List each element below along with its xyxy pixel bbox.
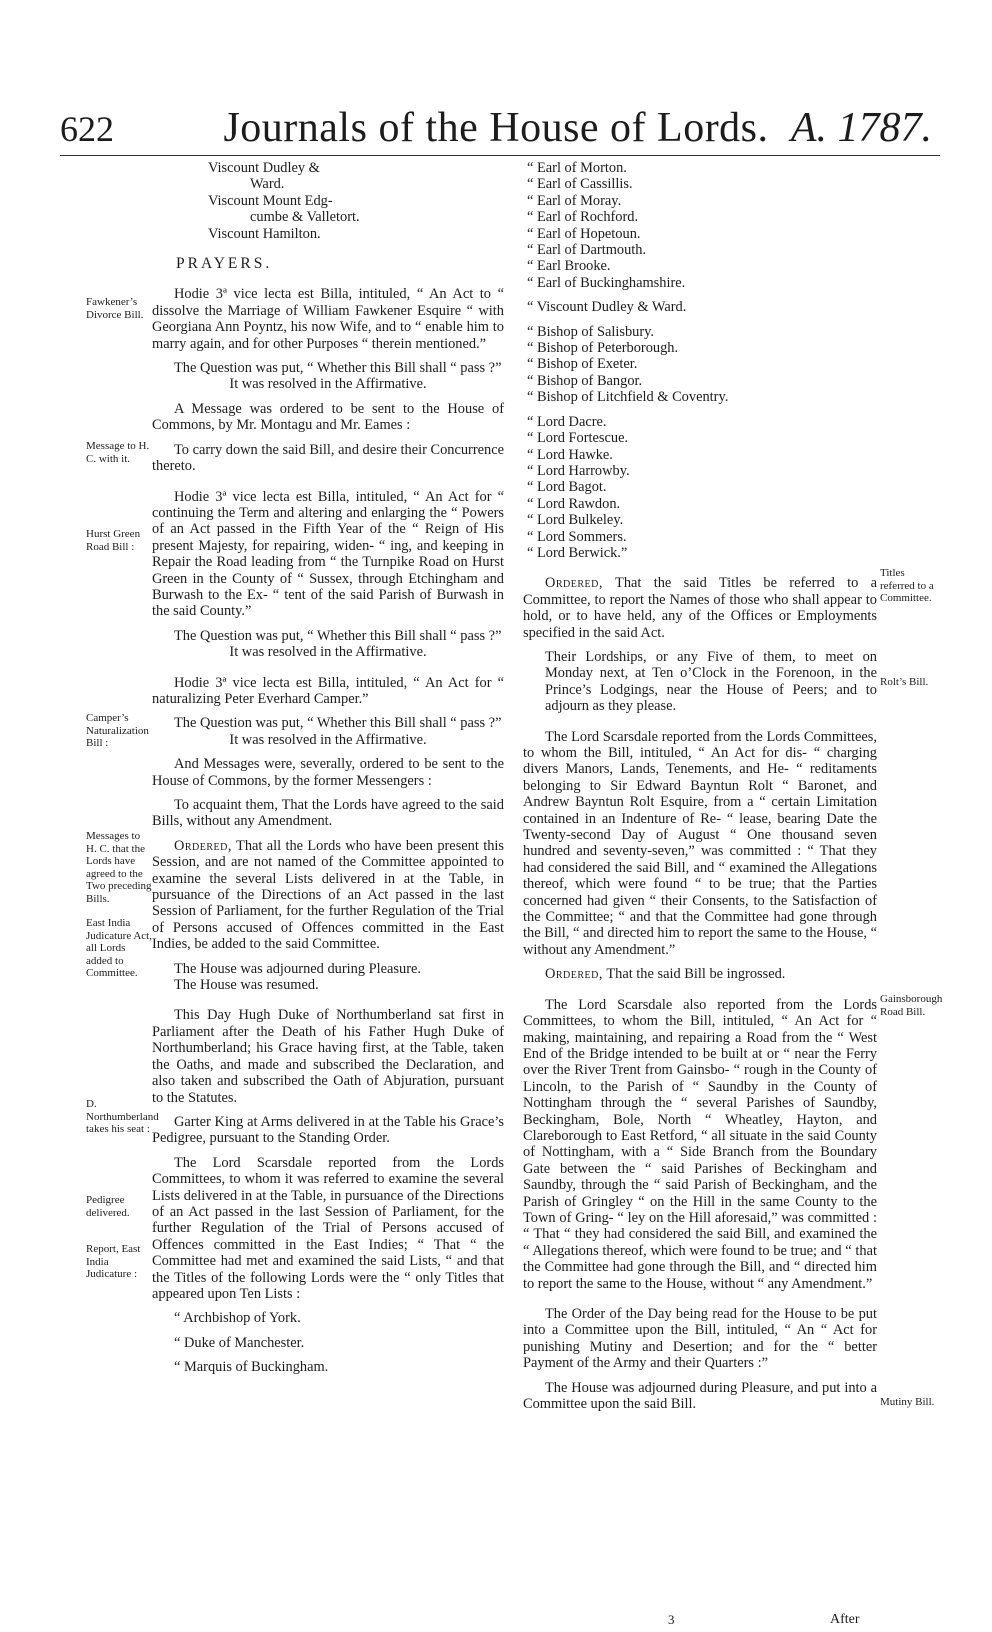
title-list-item: “ Lord Rawdon. xyxy=(527,495,621,512)
peer-line: Viscount Hamilton. xyxy=(208,225,321,242)
acquaint-text: To acquaint them, That the Lords have agreed to the said Bills, without any Amendment. xyxy=(152,797,504,830)
title-list-item: “ Earl of Morton. xyxy=(527,160,627,176)
peer-line: Ward. xyxy=(250,176,285,193)
resolved-text: It was resolved in the Affirmative. xyxy=(229,644,427,661)
ordered-titles-paragraph xyxy=(523,575,877,641)
resolved-text: It was resolved in the Affirmative. xyxy=(229,731,427,748)
margin-note: Mutiny Bill. xyxy=(880,1396,935,1408)
margin-note: Report, East India Judicature : xyxy=(86,1243,141,1281)
ordered-lead: Ordered, xyxy=(545,966,603,983)
gainsborough-report-text: The Lord Scarsdale also reported from the Lords Committees, to whom the Bill, intituled, “ An Act for “ making, maintaining, and repairing a Road from the “ West End of the Bridge intended to be built at or “ near the Ferry over the River Trent from Gainsbo- “ rough in the County of Lincoln, to the Parish of “ Saundby in the County of Nottingham through the “ several Parishes of Saundby, Beckingham, Bole, North “ Wheatley, Hayton, and Clareborough to East Retford, “ all situate in the said County of Nottingham, with a “ Side Branch from the Boundary Gate between the “ said Parishes of Beckingham and Saundby, through the “ said Parish of Beckingham, and the Parish of Gringley “ on the Hill in the same County to the Town of Gring- “ ley on the Hill aforesaid,” was committed : “ That “ they had considered the said Bill, and examined the “ Allegations thereof, which were found to be true; and “ that the Committee had gone through the Bill, and “ directed him to report the same to the House, without “ any Amendment.” xyxy=(523,996,877,1292)
adjourned-text: The House was adjourned during Pleasure. xyxy=(174,960,421,977)
title-list-item: “ Lord Hawke. xyxy=(527,446,613,463)
ordered-east-india-paragraph xyxy=(152,838,504,953)
title-list-item: “ Bishop of Exeter. xyxy=(527,356,638,373)
report-east-india-text: The Lord Scarsdale reported from the Lords Committees, to whom it was referred to examine the several Lists delivered in at the Table, in pursuance of the Directions of an Act passed in the last Session of Parliament, for the further Regulation of the Trial of Persons accused of Offences committed in the East Indies; “ That “ the Committee had met and examined the said Lists, “ and that the Titles of the following Lords were the “ only Titles that appeared upon Ten Lists : xyxy=(152,1154,504,1302)
prayers-heading: PRAYERS. xyxy=(176,255,273,273)
question-text: The Question was put, “ Whether this Bill shall “ pass ?” xyxy=(174,360,502,377)
margin-note: Messages to H. C. that the Lords have agreed to the Two preceding Bills. xyxy=(86,830,152,905)
garter-text: Garter King at Arms delivered in at the Table his Grace’s Pedigree, pursuant to the Standing Order. xyxy=(152,1113,504,1147)
title-list-item: “ Lord Bulkeley. xyxy=(527,512,624,529)
title-list-item: “ Bishop of Litchfield & Coventry. xyxy=(527,389,729,406)
ordered-engrossed-paragraph xyxy=(523,966,877,982)
page-number: 622 xyxy=(60,109,114,149)
fawkener-bill-text: Hodie 3ª vice lecta est Billa, intituled, “ An Act to “ dissolve the Marriage of William Fawkener Esquire “ with Georgiana Ann Poyntz, his now Wife, and to “ enable him to marry again, and for other Purposes “ therein mentioned.” xyxy=(152,286,504,352)
title-list-item: “ Earl of Cassillis. xyxy=(527,176,633,193)
title-list-item: “ Duke of Manchester. xyxy=(174,1334,305,1351)
margin-note: Pedigree delivered. xyxy=(86,1194,130,1219)
title-list-item: “ Earl of Rochford. xyxy=(527,209,639,226)
question-text: The Question was put, “ Whether this Bill shall “ pass ?” xyxy=(174,627,502,644)
title-list-item: “ Bishop of Bangor. xyxy=(527,372,643,389)
page-title: Journals of the House of Lords. xyxy=(223,105,769,151)
title-list-item: “ Earl of Dartmouth. xyxy=(527,242,647,259)
margin-note: D. Northumberland takes his seat : xyxy=(86,1098,159,1136)
signature-mark: 3 xyxy=(668,1612,675,1627)
title-list-item: “ Marquis of Buckingham. xyxy=(174,1359,329,1376)
title-list-item: “ Lord Bagot. xyxy=(527,479,607,496)
margin-note: Hurst Green Road Bill : xyxy=(86,528,141,553)
message-text: A Message was ordered to be sent to the House of Commons, by Mr. Montagu and Mr. Eames : xyxy=(152,400,504,434)
peer-line: Viscount Mount Edg- xyxy=(208,192,333,209)
header-rule xyxy=(60,155,940,156)
title-list-item: “ Lord Sommers. xyxy=(527,528,627,545)
ordered-engrossed-text: That the said Bill be ingrossed. xyxy=(603,966,786,983)
carry-down-text: To carry down the said Bill, and desire their Concurrence thereto. xyxy=(152,441,504,475)
margin-note: Gainsborough Road Bill. xyxy=(880,993,943,1018)
ordered-lead: Ordered, xyxy=(174,837,232,854)
peer-line: Viscount Dudley & xyxy=(208,160,320,176)
title-list-item: “ Lord Berwick.” xyxy=(527,544,628,561)
resumed-text: The House was resumed. xyxy=(174,977,319,994)
margin-note: Message to H. C. with it. xyxy=(86,440,150,465)
camper-bill-text: Hodie 3ª vice lecta est Billa, intituled, “ An Act for “ naturalizing Peter Everhard Camper.” xyxy=(152,674,504,707)
margin-note: Titles referred to a Committee. xyxy=(880,567,934,605)
title-list-item: “ Archbishop of York. xyxy=(174,1310,301,1327)
title-list-item: “ Bishop of Salisbury. xyxy=(527,323,654,340)
title-list-item: “ Earl of Moray. xyxy=(527,192,622,209)
margin-note: Rolt’s Bill. xyxy=(880,676,929,688)
ordered-lead: Ordered, xyxy=(545,575,603,592)
title-list-item: “ Lord Harrowby. xyxy=(527,462,630,479)
margin-note: East India Judicature Act, all Lords added to Committee. xyxy=(86,917,152,980)
margin-note: Fawkener’s Divorce Bill. xyxy=(86,296,144,321)
title-list-item: “ Viscount Dudley & Ward. xyxy=(527,299,687,316)
meet-monday-text: Their Lordships, or any Five of them, to meet on Monday next, at Ten o’Clock in the Forenoon, in the Prince’s Lodgings, near the House of Peers; and to adjourn as they please. xyxy=(545,648,877,715)
hurst-bill-text: Hodie 3ª vice lecta est Billa, intituled, “ An Act for “ continuing the Term and altering and enlarging the “ Powers of an Act passed in the Fifth Year of the “ Reign of His present Majesty, for repairing, widen- “ ing, and keeping in Repair the Road leading from “ the Turnpike Road on Hurst Green in the County of “ Sussex, through Etchingham and Burwash to the Ex- “ tent of the said Parish of Burwash in the said County.” xyxy=(152,488,504,620)
rolt-report-text: The Lord Scarsdale reported from the Lords Committees, to whom the Bill, intituled, “ An Act for dis- “ charging divers Manors, Lands, Tenements, and He- “ reditaments belonging to Sir Edward Bayntun Rolt “ Baronet, and Andrew Bayntun Rolt Esquire, from a “ certain Limitation contained in an Indenture of Re- “ lease, bearing Date the Twenty-second Day of August “ One thousand seven hundred and seventy-seven,” was committed : “ That they had considered the said Bill, and “ examined the Allegations thereof, which were found “ to be true; that the Parties concerned had given “ their Consents, to the Satisfaction of the Committee; “ and that the Committee had gone through the Bill, “ and directed him to report the same to the House, “ without any Amendment.” xyxy=(523,728,877,958)
title-list-item: “ Earl Brooke. xyxy=(527,258,611,275)
left-column xyxy=(152,160,504,1376)
title-list-item: “ Lord Fortescue. xyxy=(527,430,629,447)
margin-note: Camper’s Naturalization Bill : xyxy=(86,712,149,750)
question-text: The Question was put, “ Whether this Bill shall “ pass ?” xyxy=(174,715,502,732)
mutiny-adjourned-text: The House was adjourned during Pleasure, and put into a Committee upon the said Bill. xyxy=(523,1379,877,1413)
title-list-item: “ Bishop of Peterborough. xyxy=(527,340,679,357)
messages-text: And Messages were, severally, ordered to be sent to the House of Commons, by the former Messengers : xyxy=(152,756,504,789)
resolved-text: It was resolved in the Affirmative. xyxy=(229,376,427,393)
page-year: A. 1787. xyxy=(790,105,932,151)
title-list-item: “ Earl of Hopetoun. xyxy=(527,225,641,242)
peer-line: cumbe & Valletort. xyxy=(250,209,360,226)
catchword: After xyxy=(830,1612,860,1627)
mutiny-order-text: The Order of the Day being read for the House to be put into a Committee upon the Bill, intituled, “ An “ Act for punishing Mutiny and Desertion; and for the “ better Payment of the Army and their Quarters :” xyxy=(523,1306,877,1372)
title-list-item: “ Earl of Buckinghamshire. xyxy=(527,274,686,291)
title-list-item: “ Lord Dacre. xyxy=(527,413,607,430)
ordered-east-india-text: That all the Lords who have been present this Session, and are not named of the Committee appointed to examine the several Lists delivered in at the Table, in pursuance of the Directions of an Act passed in the last Session of Parliament, for the further Regulation of the Trial of Persons accused of Offences committed in the East Indies, be added to the said Committee. xyxy=(152,837,504,953)
northumberland-text: This Day Hugh Duke of Northumberland sat first in Parliament after the Death of his Father Hugh Duke of Northumberland; his Grace having first, at the Table, taken the Oaths, and made and subscribed the Declaration, and also taken and subscribed the Oath of Abjuration, pursuant to the Statutes. xyxy=(152,1007,504,1106)
right-column xyxy=(523,160,877,1412)
ordered-titles-text: That the said Titles be referred to a Committee, to report the Names of those who shall appear to hold, or to have held, any of the Offices or Employments specified in the said Act. xyxy=(523,575,877,641)
